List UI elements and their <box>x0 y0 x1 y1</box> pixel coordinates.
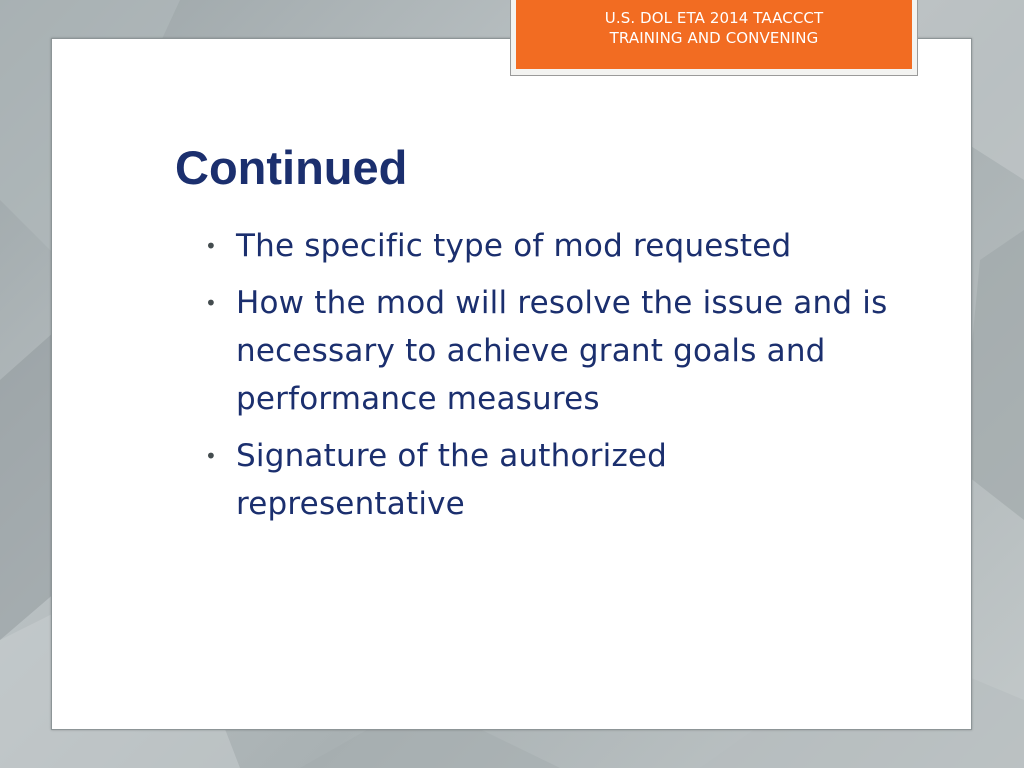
bullet-text: Signature of the authorized representative <box>236 438 668 522</box>
banner-line-1: U.S. DOL ETA 2014 TAACCCT <box>604 9 824 27</box>
banner-line-2: TRAINING AND CONVENING <box>609 29 819 47</box>
event-banner <box>516 0 912 69</box>
slide-title: Continued <box>175 141 408 194</box>
bullet-dot-icon: • <box>205 234 217 258</box>
bullet-item <box>205 432 905 528</box>
bullet-text: How the mod will resolve the issue and is necessary to achieve grant goals and performance measures <box>236 285 888 417</box>
bullet-dot-icon: • <box>205 291 217 315</box>
bullet-list <box>205 222 905 537</box>
bullet-dot-icon: • <box>205 444 217 468</box>
bullet-text: The specific type of mod requested <box>236 228 792 264</box>
bullet-item <box>205 222 905 270</box>
bullet-item <box>205 279 905 423</box>
